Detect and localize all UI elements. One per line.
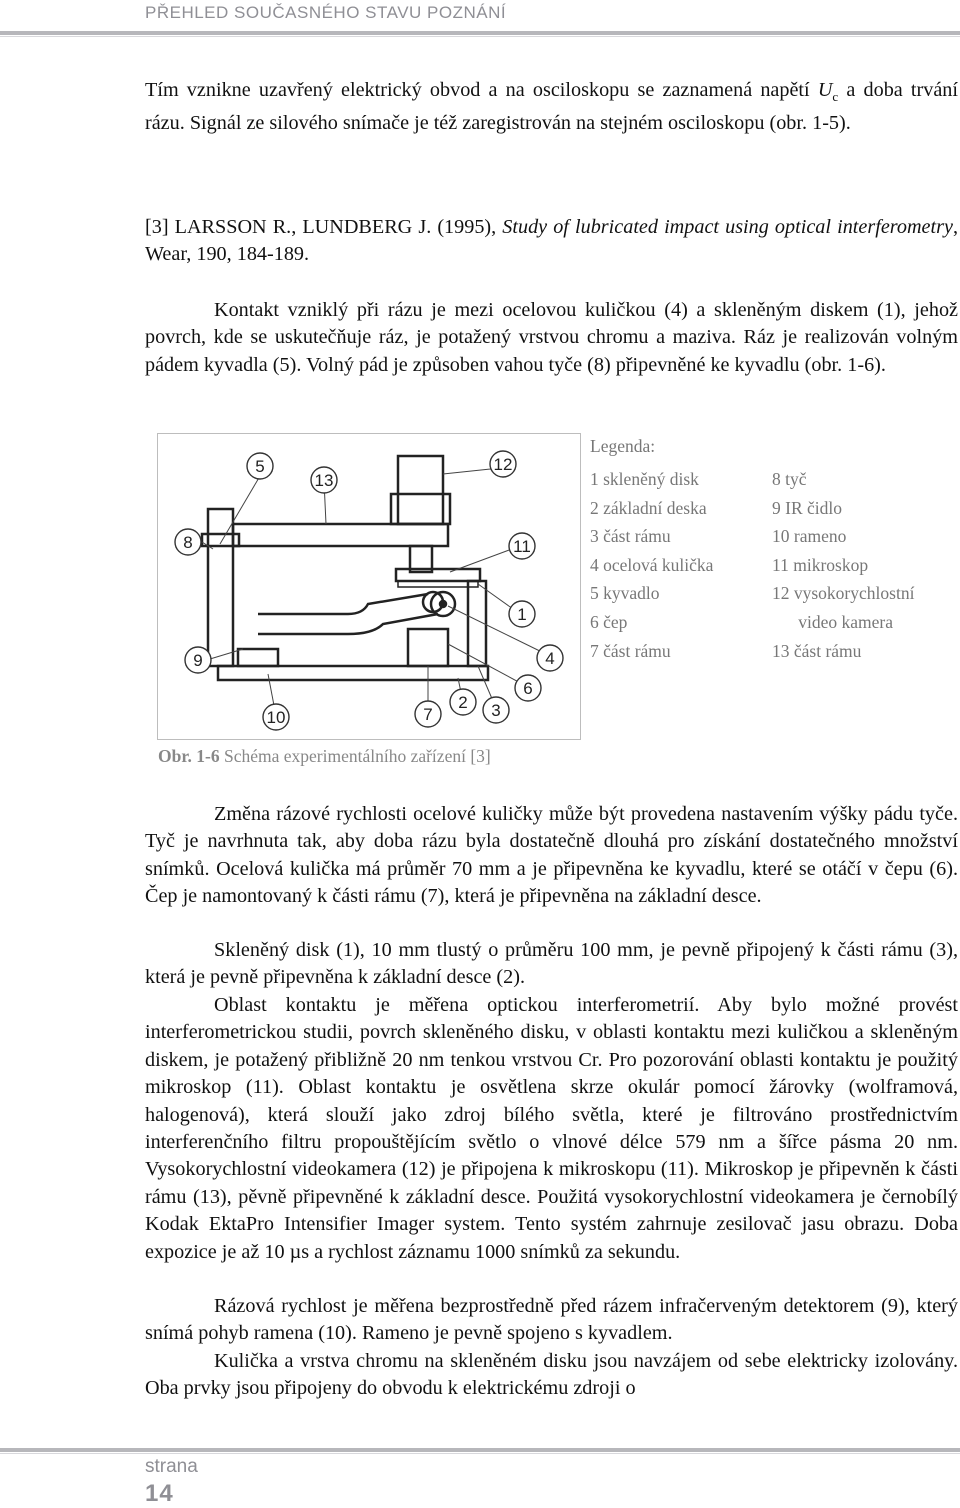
callout-label: 9 — [193, 651, 203, 670]
paragraph-5: Oblast kontaktu je měřena optickou interferometrií. Aby bylo možné provést interferometrickou studii, povrch skleněného disku, v oblasti kontaktu mezi kuličkou a skleněným diskem, je potažený přibližně 20 nm tenkou vrstvou Cr. Pro pozorování oblasti kontaktu je použitý mikroskop (11). Oblast kontaktu je osvětlena skrze okulár pomocí žárovky (wolframová, halogenová), která slouží jako zdroj bílého světla, které je filtrováno prostřednictvím interferenčního filtru propouštějícím světlo o vlnové délce 579 nm a šířce pásma 20 nm. Vysokorychlostní videokamera (12) je připojena k mikroskopu (11). Mikroskop je připevněn k části rámu (13), pěvně připevněné k základní desce. Použitá vysokorychlostní videokamera je černobílý Kodak EktaPro Intensifier Imager system. Tento systém zahrnuje zesilovač jasu obrazu. Doba expozice je až 10 µs a rychlost záznamu 1000 snímků za sekundu. — [145, 994, 958, 1263]
legend-row — [590, 640, 862, 670]
reference-source: , Wear, 190, 184-189. — [145, 216, 958, 266]
legend-item-left: 2 základní deska — [590, 497, 707, 518]
footer-rule — [0, 1448, 960, 1452]
legend-row — [590, 554, 869, 584]
callout-label: 11 — [513, 537, 531, 556]
callout-label: 2 — [458, 693, 468, 712]
legend-rows — [590, 469, 915, 669]
paragraph-2: Kontakt vzniklý při rázu je mezi ocelovou kuličkou (4) a skleněným diskem (1), jehož povrch, kde se uskutečňuje ráz, je potažený vrstvou chromu a maziva. Ráz je realizován volným pádem kyvadla (5). Volný pád je způsoben vahou tyče (8) připevněné ke kyvadlu (obr. 1-6). — [145, 299, 958, 376]
caption-text: Schéma experimentálního zařízení [3] — [219, 746, 491, 766]
legend-row — [590, 583, 915, 612]
callout-label: 10 — [266, 708, 286, 727]
legend-item-right: 10 rameno — [772, 526, 847, 547]
base-plate-shape — [218, 666, 488, 680]
legend-item-right: 12 vysokorychlostní — [772, 583, 915, 604]
voltage-subscript: c — [832, 89, 839, 105]
bar-shape — [208, 509, 233, 666]
callout-label: 8 — [183, 533, 193, 552]
legend-item-right: video kamera — [772, 611, 893, 632]
header-rule-thin — [0, 36, 960, 37]
paragraph-4: Skleněný disk (1), 10 mm tlustý o průměru 100 mm, je pevně připojený k části rámu (3), která je pevně připevněna k základní desce (2). — [145, 939, 958, 989]
paragraph-1 — [145, 77, 958, 138]
figure-caption — [158, 746, 491, 767]
callout-label: 12 — [493, 455, 513, 474]
paragraph-1-text-a: Tím vznikne uzavřený elektrický obvod a na osciloskopu se zaznamená napětí — [145, 79, 818, 101]
legend-item-left: 3 část rámu — [590, 526, 671, 547]
legend-title: Legenda: — [590, 436, 656, 456]
callout-label: 1 — [517, 605, 527, 624]
legend-row — [590, 611, 893, 641]
callout-label: 3 — [491, 701, 501, 720]
header-rule — [0, 31, 960, 35]
paragraph-6: Rázová rychlost je měřena bezprostředně před rázem infračerveným detektorem (9), který snímá pohyb ramena (10). Rameno je pevně spojeno s kyvadlem. — [145, 1295, 958, 1345]
footer-rule-thin — [0, 1453, 960, 1454]
reference-title: Study of lubricated impact using optical interferometry — [502, 216, 953, 238]
camera-shape — [398, 456, 443, 524]
legend-item-left: 6 čep — [590, 611, 628, 632]
footer-page-number: 14 — [145, 1480, 174, 1507]
paragraph-7: Kulička a vrstva chromu na skleněném disku jsou navzájem od sebe elektricky izolovány. Oba prvky jsou připojeny do obvodu k elektrickému zdroji o — [145, 1350, 958, 1400]
paragraph-3: Změna rázové rychlosti ocelové kuličky může být provedena nastavením výšky pádu tyče. Tyč je navrhnuta tak, aby doba rázu byla dostatečně dlouhá pro získání dostatečného množství snímků. Ocelová kulička má průměr 70 mm a je připevněna ke kyvadlu, které se otáčí v čepu (6). Čep je namontovaný k části rámu (7), která je připevněna na základní desce. — [145, 803, 958, 908]
callout-label: 6 — [523, 679, 533, 698]
callout-label: 13 — [314, 471, 334, 490]
running-header: PŘEHLED SOUČASNÉHO STAVU POZNÁNÍ — [145, 3, 507, 22]
footer-page-label: strana — [145, 1456, 198, 1477]
voltage-symbol: U — [817, 79, 833, 101]
apparatus-schematic — [158, 434, 580, 739]
reference-authors: [3] LARSSON R., LUNDBERG J. (1995), — [145, 216, 503, 238]
reference-entry — [145, 214, 958, 269]
legend-row — [590, 497, 842, 527]
legend-item-left: 7 část rámu — [590, 640, 671, 661]
legend-item-left: 1 skleněný disk — [590, 469, 699, 489]
legend-item-left: 4 ocelová kulička — [590, 554, 714, 575]
legend-item-right: 9 IR čidlo — [772, 497, 842, 518]
legend-item-right: 8 tyč — [772, 469, 807, 489]
callout-label: 7 — [423, 705, 433, 724]
legend-item-right: 11 mikroskop — [772, 554, 869, 575]
apparatus-figure — [157, 433, 581, 740]
callout-label: 4 — [545, 649, 555, 668]
caption-label: Obr. 1-6 — [158, 746, 220, 766]
legend-row — [590, 526, 847, 555]
callout-label: 5 — [255, 457, 265, 476]
legend-item-left: 5 kyvadlo — [590, 583, 660, 604]
figure-legend — [590, 436, 915, 669]
paragraph-1-text-b: a doba trvání rázu. Signál ze silového snímače je též zaregistrován na stejném osciloskopu (obr. 1-5). — [145, 79, 958, 135]
legend-row — [590, 469, 807, 498]
legend-item-right: 13 část rámu — [772, 640, 862, 661]
